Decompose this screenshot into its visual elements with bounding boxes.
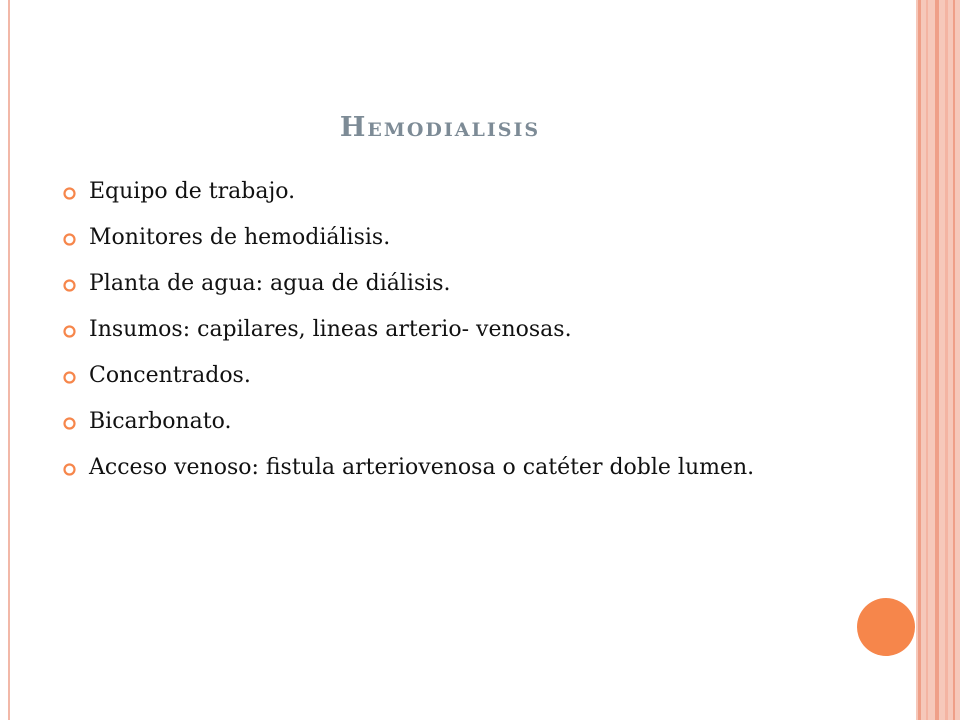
bullet-item [63,177,783,207]
decorative-stripe [953,0,955,720]
decorative-stripe [935,0,939,720]
bullet-text: Acceso venoso: fistula arteriovenosa o catéter doble lumen. [89,455,755,480]
bullet-text: Planta de agua: agua de diálisis. [89,271,451,296]
bullet-icon [63,233,76,246]
bullet-text: Concentrados. [89,363,251,388]
bullet-item [63,407,783,437]
bullet-icon [63,463,76,476]
bullet-item [63,361,783,391]
bullet-icon [63,325,76,338]
slide-title [0,112,880,144]
bullet-text: Bicarbonato. [89,409,232,434]
bullet-text: Monitores de hemodiálisis. [89,225,391,250]
decorative-stripe [918,0,921,720]
bullet-icon [63,279,76,292]
bullet-text: Insumos: capilares, lineas arterio- venosas. [89,317,572,342]
bullet-icon [63,417,76,430]
bullet-item [63,453,783,483]
bullet-item [63,223,783,253]
decorative-stripe [945,0,948,720]
decorative-stripe [926,0,928,720]
decorative-orange-circle [857,598,915,656]
left-border-line [8,0,10,720]
bullet-icon [63,187,76,200]
bullet-item [63,315,783,345]
bullet-item [63,269,783,299]
bullet-list [63,177,783,499]
bullet-text: Equipo de trabajo. [89,179,296,204]
bullet-icon [63,371,76,384]
slide-title-text: Hemodialisis [339,112,541,144]
